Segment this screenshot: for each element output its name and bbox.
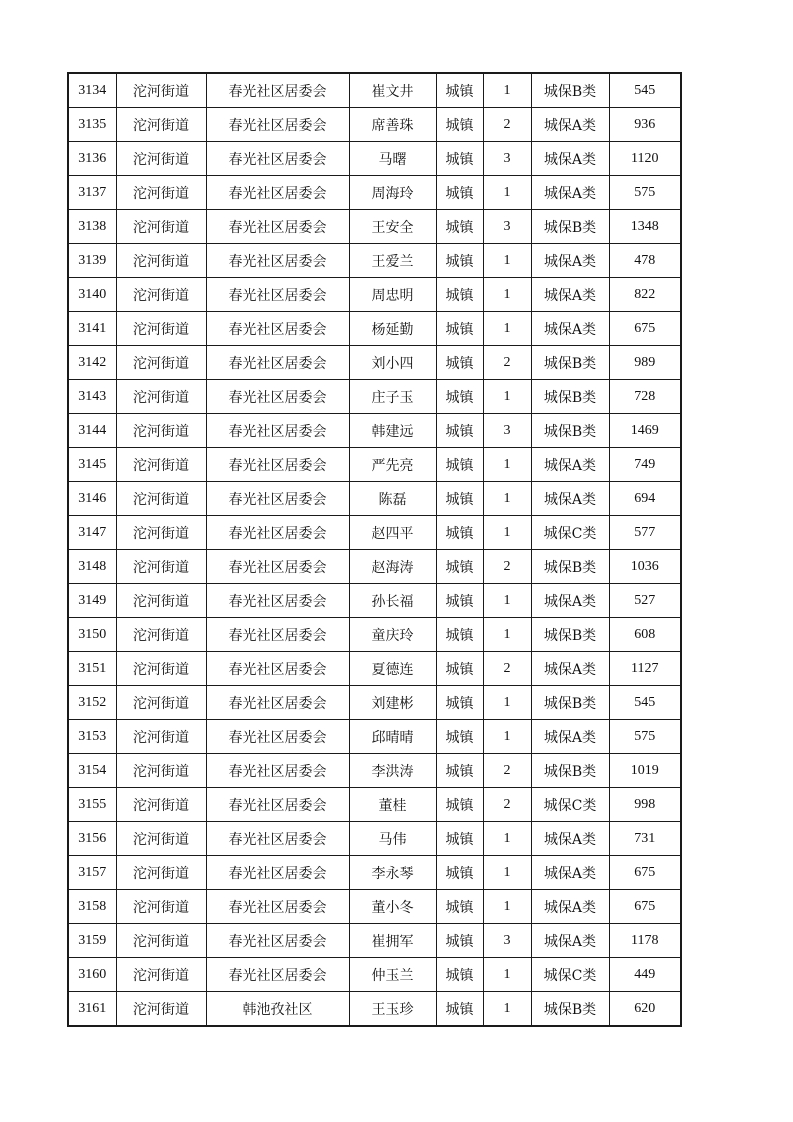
amount-cell: 989 bbox=[609, 346, 681, 380]
category-cell: 城保A类 bbox=[531, 924, 609, 958]
amount-cell: 675 bbox=[609, 312, 681, 346]
category-cell: 城保B类 bbox=[531, 754, 609, 788]
community-cell: 春光社区居委会 bbox=[206, 924, 349, 958]
person-name-cell: 韩建远 bbox=[349, 414, 436, 448]
category-cell: 城保A类 bbox=[531, 482, 609, 516]
table-row bbox=[68, 73, 681, 108]
table-row bbox=[68, 448, 681, 482]
community-cell: 春光社区居委会 bbox=[206, 73, 349, 108]
category-cell: 城保B类 bbox=[531, 414, 609, 448]
amount-cell: 1178 bbox=[609, 924, 681, 958]
household-size-cell: 3 bbox=[483, 210, 531, 244]
household-size-cell: 2 bbox=[483, 346, 531, 380]
household-size-cell: 1 bbox=[483, 312, 531, 346]
street-cell: 沱河街道 bbox=[116, 278, 206, 312]
household-size-cell: 1 bbox=[483, 448, 531, 482]
record-id-cell: 3154 bbox=[68, 754, 116, 788]
person-name-cell: 崔文井 bbox=[349, 73, 436, 108]
household-size-cell: 2 bbox=[483, 754, 531, 788]
street-cell: 沱河街道 bbox=[116, 788, 206, 822]
area-type-cell: 城镇 bbox=[436, 346, 483, 380]
area-type-cell: 城镇 bbox=[436, 822, 483, 856]
record-id-cell: 3159 bbox=[68, 924, 116, 958]
household-size-cell: 1 bbox=[483, 482, 531, 516]
person-name-cell: 刘建彬 bbox=[349, 686, 436, 720]
category-cell: 城保B类 bbox=[531, 550, 609, 584]
amount-cell: 478 bbox=[609, 244, 681, 278]
street-cell: 沱河街道 bbox=[116, 108, 206, 142]
person-name-cell: 周海玲 bbox=[349, 176, 436, 210]
community-cell: 春光社区居委会 bbox=[206, 312, 349, 346]
community-cell: 韩池孜社区 bbox=[206, 992, 349, 1027]
table-row bbox=[68, 958, 681, 992]
area-type-cell: 城镇 bbox=[436, 312, 483, 346]
category-cell: 城保A类 bbox=[531, 448, 609, 482]
area-type-cell: 城镇 bbox=[436, 516, 483, 550]
person-name-cell: 夏德连 bbox=[349, 652, 436, 686]
category-cell: 城保A类 bbox=[531, 278, 609, 312]
street-cell: 沱河街道 bbox=[116, 992, 206, 1027]
community-cell: 春光社区居委会 bbox=[206, 448, 349, 482]
amount-cell: 822 bbox=[609, 278, 681, 312]
category-cell: 城保A类 bbox=[531, 652, 609, 686]
household-size-cell: 1 bbox=[483, 516, 531, 550]
household-size-cell: 1 bbox=[483, 618, 531, 652]
record-id-cell: 3134 bbox=[68, 73, 116, 108]
table-row bbox=[68, 312, 681, 346]
area-type-cell: 城镇 bbox=[436, 686, 483, 720]
record-id-cell: 3146 bbox=[68, 482, 116, 516]
street-cell: 沱河街道 bbox=[116, 312, 206, 346]
amount-cell: 1036 bbox=[609, 550, 681, 584]
community-cell: 春光社区居委会 bbox=[206, 244, 349, 278]
person-name-cell: 杨延勤 bbox=[349, 312, 436, 346]
household-size-cell: 1 bbox=[483, 73, 531, 108]
records-table bbox=[67, 72, 682, 1027]
household-size-cell: 1 bbox=[483, 584, 531, 618]
amount-cell: 728 bbox=[609, 380, 681, 414]
table-body bbox=[68, 73, 681, 1026]
street-cell: 沱河街道 bbox=[116, 584, 206, 618]
record-id-cell: 3152 bbox=[68, 686, 116, 720]
category-cell: 城保A类 bbox=[531, 584, 609, 618]
record-id-cell: 3150 bbox=[68, 618, 116, 652]
record-id-cell: 3143 bbox=[68, 380, 116, 414]
street-cell: 沱河街道 bbox=[116, 754, 206, 788]
area-type-cell: 城镇 bbox=[436, 482, 483, 516]
area-type-cell: 城镇 bbox=[436, 448, 483, 482]
person-name-cell: 孙长福 bbox=[349, 584, 436, 618]
amount-cell: 620 bbox=[609, 992, 681, 1027]
person-name-cell: 王安全 bbox=[349, 210, 436, 244]
amount-cell: 675 bbox=[609, 856, 681, 890]
community-cell: 春光社区居委会 bbox=[206, 890, 349, 924]
table-row bbox=[68, 992, 681, 1027]
area-type-cell: 城镇 bbox=[436, 652, 483, 686]
table-row bbox=[68, 278, 681, 312]
street-cell: 沱河街道 bbox=[116, 720, 206, 754]
table-row bbox=[68, 618, 681, 652]
person-name-cell: 崔拥军 bbox=[349, 924, 436, 958]
community-cell: 春光社区居委会 bbox=[206, 856, 349, 890]
area-type-cell: 城镇 bbox=[436, 244, 483, 278]
community-cell: 春光社区居委会 bbox=[206, 278, 349, 312]
amount-cell: 1469 bbox=[609, 414, 681, 448]
record-id-cell: 3145 bbox=[68, 448, 116, 482]
record-id-cell: 3160 bbox=[68, 958, 116, 992]
table-row bbox=[68, 754, 681, 788]
area-type-cell: 城镇 bbox=[436, 550, 483, 584]
record-id-cell: 3155 bbox=[68, 788, 116, 822]
street-cell: 沱河街道 bbox=[116, 346, 206, 380]
category-cell: 城保B类 bbox=[531, 380, 609, 414]
household-size-cell: 1 bbox=[483, 176, 531, 210]
category-cell: 城保A类 bbox=[531, 142, 609, 176]
household-size-cell: 1 bbox=[483, 720, 531, 754]
street-cell: 沱河街道 bbox=[116, 686, 206, 720]
household-size-cell: 1 bbox=[483, 856, 531, 890]
category-cell: 城保A类 bbox=[531, 720, 609, 754]
household-size-cell: 3 bbox=[483, 924, 531, 958]
community-cell: 春光社区居委会 bbox=[206, 652, 349, 686]
street-cell: 沱河街道 bbox=[116, 890, 206, 924]
area-type-cell: 城镇 bbox=[436, 754, 483, 788]
person-name-cell: 马曙 bbox=[349, 142, 436, 176]
table-row bbox=[68, 108, 681, 142]
amount-cell: 749 bbox=[609, 448, 681, 482]
community-cell: 春光社区居委会 bbox=[206, 822, 349, 856]
area-type-cell: 城镇 bbox=[436, 108, 483, 142]
table-row bbox=[68, 482, 681, 516]
street-cell: 沱河街道 bbox=[116, 448, 206, 482]
community-cell: 春光社区居委会 bbox=[206, 516, 349, 550]
household-size-cell: 1 bbox=[483, 380, 531, 414]
record-id-cell: 3156 bbox=[68, 822, 116, 856]
table-row bbox=[68, 346, 681, 380]
street-cell: 沱河街道 bbox=[116, 550, 206, 584]
amount-cell: 545 bbox=[609, 73, 681, 108]
person-name-cell: 邱晴晴 bbox=[349, 720, 436, 754]
table-row bbox=[68, 380, 681, 414]
amount-cell: 449 bbox=[609, 958, 681, 992]
street-cell: 沱河街道 bbox=[116, 73, 206, 108]
street-cell: 沱河街道 bbox=[116, 210, 206, 244]
person-name-cell: 马伟 bbox=[349, 822, 436, 856]
area-type-cell: 城镇 bbox=[436, 210, 483, 244]
table-row bbox=[68, 414, 681, 448]
table-row bbox=[68, 788, 681, 822]
amount-cell: 608 bbox=[609, 618, 681, 652]
area-type-cell: 城镇 bbox=[436, 584, 483, 618]
community-cell: 春光社区居委会 bbox=[206, 142, 349, 176]
category-cell: 城保C类 bbox=[531, 788, 609, 822]
record-id-cell: 3161 bbox=[68, 992, 116, 1027]
area-type-cell: 城镇 bbox=[436, 924, 483, 958]
person-name-cell: 席善珠 bbox=[349, 108, 436, 142]
household-size-cell: 1 bbox=[483, 992, 531, 1027]
area-type-cell: 城镇 bbox=[436, 142, 483, 176]
amount-cell: 1348 bbox=[609, 210, 681, 244]
person-name-cell: 严先亮 bbox=[349, 448, 436, 482]
record-id-cell: 3149 bbox=[68, 584, 116, 618]
category-cell: 城保B类 bbox=[531, 618, 609, 652]
person-name-cell: 王爱兰 bbox=[349, 244, 436, 278]
community-cell: 春光社区居委会 bbox=[206, 958, 349, 992]
amount-cell: 998 bbox=[609, 788, 681, 822]
community-cell: 春光社区居委会 bbox=[206, 754, 349, 788]
category-cell: 城保A类 bbox=[531, 312, 609, 346]
household-size-cell: 1 bbox=[483, 686, 531, 720]
record-id-cell: 3147 bbox=[68, 516, 116, 550]
person-name-cell: 赵海涛 bbox=[349, 550, 436, 584]
person-name-cell: 童庆玲 bbox=[349, 618, 436, 652]
record-id-cell: 3138 bbox=[68, 210, 116, 244]
area-type-cell: 城镇 bbox=[436, 380, 483, 414]
amount-cell: 577 bbox=[609, 516, 681, 550]
area-type-cell: 城镇 bbox=[436, 856, 483, 890]
community-cell: 春光社区居委会 bbox=[206, 618, 349, 652]
record-id-cell: 3141 bbox=[68, 312, 116, 346]
street-cell: 沱河街道 bbox=[116, 516, 206, 550]
community-cell: 春光社区居委会 bbox=[206, 482, 349, 516]
person-name-cell: 赵四平 bbox=[349, 516, 436, 550]
person-name-cell: 董小冬 bbox=[349, 890, 436, 924]
community-cell: 春光社区居委会 bbox=[206, 176, 349, 210]
category-cell: 城保A类 bbox=[531, 176, 609, 210]
category-cell: 城保B类 bbox=[531, 686, 609, 720]
table-row bbox=[68, 686, 681, 720]
table-row bbox=[68, 856, 681, 890]
community-cell: 春光社区居委会 bbox=[206, 720, 349, 754]
street-cell: 沱河街道 bbox=[116, 652, 206, 686]
household-size-cell: 3 bbox=[483, 142, 531, 176]
community-cell: 春光社区居委会 bbox=[206, 788, 349, 822]
area-type-cell: 城镇 bbox=[436, 992, 483, 1027]
category-cell: 城保A类 bbox=[531, 856, 609, 890]
street-cell: 沱河街道 bbox=[116, 244, 206, 278]
community-cell: 春光社区居委会 bbox=[206, 686, 349, 720]
household-size-cell: 2 bbox=[483, 108, 531, 142]
record-id-cell: 3142 bbox=[68, 346, 116, 380]
household-size-cell: 2 bbox=[483, 788, 531, 822]
street-cell: 沱河街道 bbox=[116, 380, 206, 414]
person-name-cell: 王玉珍 bbox=[349, 992, 436, 1027]
street-cell: 沱河街道 bbox=[116, 482, 206, 516]
record-id-cell: 3140 bbox=[68, 278, 116, 312]
table-row bbox=[68, 822, 681, 856]
amount-cell: 1019 bbox=[609, 754, 681, 788]
category-cell: 城保B类 bbox=[531, 346, 609, 380]
community-cell: 春光社区居委会 bbox=[206, 346, 349, 380]
household-size-cell: 2 bbox=[483, 550, 531, 584]
household-size-cell: 1 bbox=[483, 890, 531, 924]
category-cell: 城保B类 bbox=[531, 992, 609, 1027]
amount-cell: 694 bbox=[609, 482, 681, 516]
person-name-cell: 李永琴 bbox=[349, 856, 436, 890]
person-name-cell: 仲玉兰 bbox=[349, 958, 436, 992]
community-cell: 春光社区居委会 bbox=[206, 584, 349, 618]
street-cell: 沱河街道 bbox=[116, 924, 206, 958]
record-id-cell: 3144 bbox=[68, 414, 116, 448]
record-id-cell: 3158 bbox=[68, 890, 116, 924]
category-cell: 城保A类 bbox=[531, 108, 609, 142]
record-id-cell: 3157 bbox=[68, 856, 116, 890]
category-cell: 城保C类 bbox=[531, 958, 609, 992]
amount-cell: 675 bbox=[609, 890, 681, 924]
community-cell: 春光社区居委会 bbox=[206, 414, 349, 448]
record-id-cell: 3137 bbox=[68, 176, 116, 210]
amount-cell: 936 bbox=[609, 108, 681, 142]
person-name-cell: 周忠明 bbox=[349, 278, 436, 312]
community-cell: 春光社区居委会 bbox=[206, 380, 349, 414]
area-type-cell: 城镇 bbox=[436, 278, 483, 312]
table-row bbox=[68, 890, 681, 924]
amount-cell: 545 bbox=[609, 686, 681, 720]
person-name-cell: 董桂 bbox=[349, 788, 436, 822]
table-row bbox=[68, 176, 681, 210]
area-type-cell: 城镇 bbox=[436, 414, 483, 448]
person-name-cell: 陈磊 bbox=[349, 482, 436, 516]
street-cell: 沱河街道 bbox=[116, 822, 206, 856]
amount-cell: 731 bbox=[609, 822, 681, 856]
record-id-cell: 3136 bbox=[68, 142, 116, 176]
category-cell: 城保B类 bbox=[531, 210, 609, 244]
household-size-cell: 1 bbox=[483, 278, 531, 312]
category-cell: 城保A类 bbox=[531, 822, 609, 856]
community-cell: 春光社区居委会 bbox=[206, 210, 349, 244]
table-row bbox=[68, 210, 681, 244]
amount-cell: 575 bbox=[609, 176, 681, 210]
table-row bbox=[68, 244, 681, 278]
category-cell: 城保C类 bbox=[531, 516, 609, 550]
street-cell: 沱河街道 bbox=[116, 618, 206, 652]
area-type-cell: 城镇 bbox=[436, 958, 483, 992]
street-cell: 沱河街道 bbox=[116, 856, 206, 890]
community-cell: 春光社区居委会 bbox=[206, 108, 349, 142]
area-type-cell: 城镇 bbox=[436, 788, 483, 822]
record-id-cell: 3148 bbox=[68, 550, 116, 584]
table-row bbox=[68, 516, 681, 550]
table-row bbox=[68, 142, 681, 176]
amount-cell: 1127 bbox=[609, 652, 681, 686]
record-id-cell: 3135 bbox=[68, 108, 116, 142]
category-cell: 城保A类 bbox=[531, 890, 609, 924]
person-name-cell: 李洪涛 bbox=[349, 754, 436, 788]
record-id-cell: 3153 bbox=[68, 720, 116, 754]
street-cell: 沱河街道 bbox=[116, 414, 206, 448]
category-cell: 城保A类 bbox=[531, 244, 609, 278]
area-type-cell: 城镇 bbox=[436, 618, 483, 652]
street-cell: 沱河街道 bbox=[116, 958, 206, 992]
community-cell: 春光社区居委会 bbox=[206, 550, 349, 584]
table-row bbox=[68, 550, 681, 584]
household-size-cell: 2 bbox=[483, 652, 531, 686]
amount-cell: 1120 bbox=[609, 142, 681, 176]
person-name-cell: 刘小四 bbox=[349, 346, 436, 380]
household-size-cell: 1 bbox=[483, 244, 531, 278]
record-id-cell: 3139 bbox=[68, 244, 116, 278]
amount-cell: 575 bbox=[609, 720, 681, 754]
area-type-cell: 城镇 bbox=[436, 73, 483, 108]
street-cell: 沱河街道 bbox=[116, 176, 206, 210]
table-row bbox=[68, 652, 681, 686]
table-row bbox=[68, 924, 681, 958]
category-cell: 城保B类 bbox=[531, 73, 609, 108]
person-name-cell: 庄子玉 bbox=[349, 380, 436, 414]
household-size-cell: 1 bbox=[483, 822, 531, 856]
household-size-cell: 1 bbox=[483, 958, 531, 992]
record-id-cell: 3151 bbox=[68, 652, 116, 686]
area-type-cell: 城镇 bbox=[436, 890, 483, 924]
table-row bbox=[68, 720, 681, 754]
table-row bbox=[68, 584, 681, 618]
area-type-cell: 城镇 bbox=[436, 176, 483, 210]
area-type-cell: 城镇 bbox=[436, 720, 483, 754]
street-cell: 沱河街道 bbox=[116, 142, 206, 176]
household-size-cell: 3 bbox=[483, 414, 531, 448]
amount-cell: 527 bbox=[609, 584, 681, 618]
